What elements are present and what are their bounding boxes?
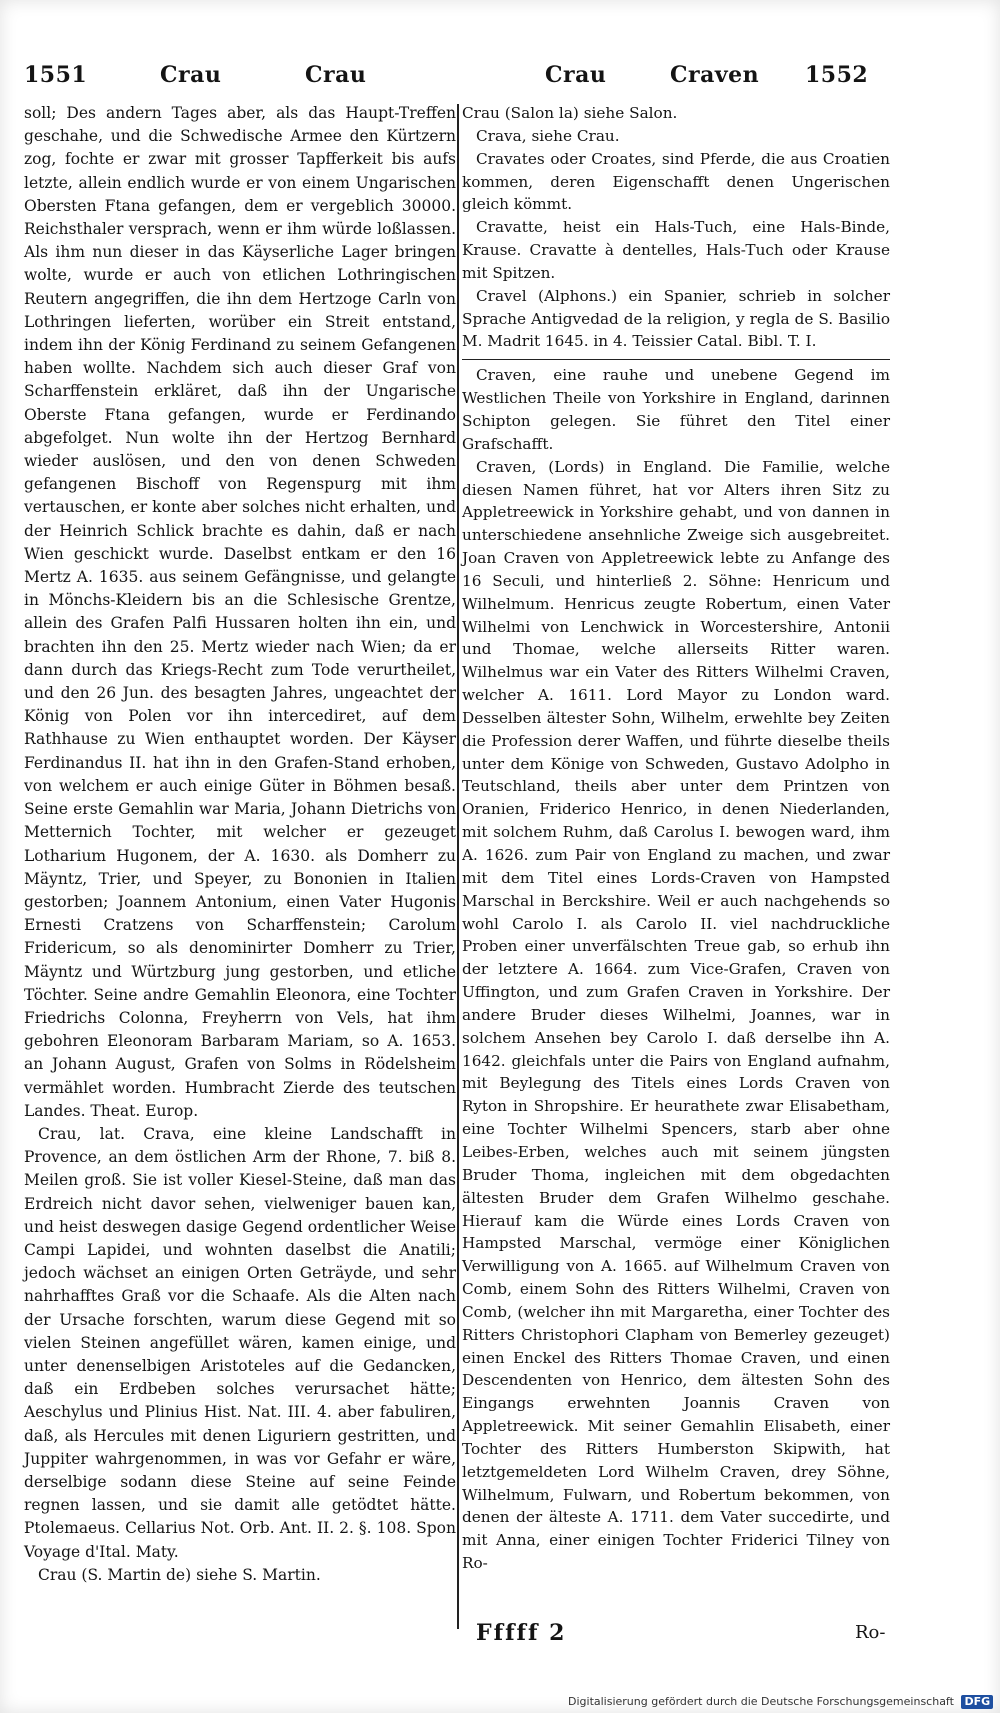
- column-divider: [457, 104, 459, 1629]
- right-column: [462, 102, 890, 1575]
- left-header-word: Crau: [160, 62, 222, 88]
- entry-cravel: Cravel (Alphons.) ein Spanier, schrieb in solcher Sprache Antigvedad de la religion, y regla de S. Basilio M. Madrit 1645. in 4. Teissier Catal. Bibl. T. I.: [462, 286, 890, 351]
- entry-craven-lords: Craven, (Lords) in England. Die Familie, welche diesen Namen führet, hat vor Alters ihren Sitz zu Appletreewick in Yorkshire gehabt, und von dannen in unterschiedene ansehnliche Zweige sich ausgebreitet. Joan Craven von Appletreewick lebte zu Anfange des 16 Seculi, und hinterließ 2. Söhne: Henricum und Wilhelmum. Henricus zeugte Robertum, einen Vater Wilhelmi von Lenchwick in Worcestershire, Antonii und Thomae, welche allerseits Ritter waren. Wilhelmus war ein Vater des Ritters Wilhelmi Craven, welcher A. 1611. Lord Mayor zu London ward. Desselben ältester Sohn, Wilhelm, erwehlte bey Zeiten die Profession derer Waffen, und führte dieselbe theils unter dem Könige von Schweden, Gustavo Adolpho in Teutschland, theils aber unter dem Printzen von Oranien, Friderico Henrico, in denen Niederlanden, mit solchem Ruhm, daß Carolus I. bewogen ward, ihm A. 1626. zum Pair von England zu machen, und zwar mit dem Titel eines Lords-Craven von Hampsted Marschal in Berckshire. Weil er auch nachgehends so wohl Carolo I. als Carolo II. viel nachdruckliche Proben einer unverfälschten Treue gab, so erhub ihn der letztere A. 1664. zum Vice-Grafen, Craven von Uffington, und zum Grafen Craven in Yorkshire. Der andere Bruder dieses Wilhelmi, Joannes, war in solchem Ansehen bey Carolo I. daß derselbe ihn A. 1642. gleichfals unter die Pairs von England aufnahm, mit Beylegung des Titels eines Lords Craven von Ryton in Shropshire. Er heurathete zwar Elisabetham, eine Tochter Wilhelmi Spencers, starb aber ohne Leibes-Erben, welches auch mit seinem jüngsten Bruder Thoma, ingleichen mit dem obgedachten ältesten Bruder dem Grafen Wilhelmo geschahe. Hierauf kam die Würde eines Lords Craven von Hampsted Marschal, vermöge einer Königlichen Verwilligung von A. 1665. auf Wilhelmum Craven von Comb, einem Sohn des Ritters Wilhelmi, Craven von Comb, (welcher ihn mit Margaretha, einer Tochter des Ritters Christophori Clapham von Bemerley gezeuget) einen Enckel des Ritters Thomae Craven, und einen Descendenten von Henrico, dem ältesten Sohn des Eingangs erwehnten Joannis Craven von Appletreewick. Mit seiner Gemahlin Elisabeth, einer Tochter des Ritters Humberston Skipwith, hat letztgemeldeten Lord Wilhelm Craven, drey Söhne, Wilhelmum, Fulwarn, und Robertum bekommen, von denen der älteste A. 1711. dem Vater succedirte, und mit Anna, einer einigen Tochter Friderici Tilney von Ro-: [462, 457, 890, 1573]
- entry-craven-region: Craven, eine rauhe und unebene Gegend im Westlichen Theile von Yorkshire in England, darinnen Schipton gelegen. Sie führet den Titel einer Grafschafft.: [462, 366, 890, 453]
- signature-mark: Fffff 2: [476, 1620, 567, 1646]
- running-head: [0, 62, 1000, 102]
- section-rule: [462, 359, 890, 360]
- left-column: [24, 102, 456, 1587]
- right-page-number: 1552: [805, 62, 869, 88]
- right-header-word-2: Craven: [670, 62, 760, 88]
- entry-cratz-continued: soll; Des andern Tages aber, als das Haupt-Treffen geschahe, und die Schwedische Armee den Kürtzern zog, fochte er zwar mit grosser Tapfferkeit bis aufs letzte, allein endlich wurde er von einem Ungarischen Obersten Ftana gefangen, dem er vergeblich 30000. Reichsthaler versprach, wenn er ihm würde loßlassen. Als ihm nun dieser in das Käyserliche Lager bringen wolte, wurde er auch von etlichen Lothringischen Reutern angegriffen, die ihn dem Hertzoge Carln von Lothringen lieferten, worüber ein Streit entstand, indem ihn der König Ferdinand zu seinem Gefangenen haben wollte. Nachdem sich auch dieser Graf von Scharffenstein erkläret, daß ihn der Ungarische Oberste Ftana gefangen, wurde er Ferdinando abgefolget. Nun wolte ihn der Hertzog Bernhard wieder auslösen, und den von denen Schweden gefangenen Bischoff von Regenspurg mit ihm vertauschen, er konte aber solches nicht erhalten, und der Heinrich Schlick brachte es dahin, daß er nach Wien geschickt wurde. Daselbst entkam er den 16 Mertz A. 1635. aus seinem Gefängnisse, und gelangte in Mönchs-Kleidern bis an die Schlesische Grentze, allein des Grafen Palfi Hussaren holten ihn ein, und brachten ihn den 25. Mertz wieder nach Wien; da er dann durch das Kriegs-Recht zum Tode verurtheilet, und den 26 Jun. des besagten Jahres, ungeachtet der König von Polen vor ihn intercediret, auf dem Rathhause zu Wien enthauptet worden. Der Käyser Ferdinandus II. hat ihn in den Grafen-Stand erhoben, von welchem er auch einige Güter in Böhmen besaß. Seine erste Gemahlin war Maria, Johann Dietrichs von Metternich Tochter, mit welcher er gezeuget Lotharium Hugonem, der A. 1630. als Domherr zu Mäyntz, Trier, und Speyer, zu Bononien in Italien gestorben; Joannem Antonium, einen Vater Hugonis Ernesti Cratzens von Scharffenstein; Carolum Fridericum, so als denominirter Domherr zu Trier, Mäyntz und Würtzburg jung gestorben, und etliche Töchter. Seine andre Gemahlin Eleonora, eine Tochter Friedrichs Colonna, Freyherrn von Vels, hat ihm gebohren Eleonoram Barbaram Mariam, so A. 1653. an Johann August, Grafen von Solms in Rödelsheim vermählet worden. Humbracht Zierde des teutschen Landes. Theat. Europ.: [24, 104, 456, 1120]
- entry-cravates: Cravates oder Croates, sind Pferde, die aus Croatien kommen, deren Eigenschafft denen Ungerischen gleich kömmt.: [462, 149, 890, 214]
- entry-crau-salon: Crau (Salon la) siehe Salon.: [462, 104, 678, 122]
- left-page-number: 1551: [24, 62, 88, 88]
- footer-text: Digitalisierung gefördert durch die Deutsche Forschungsgemeinschaft: [568, 1695, 954, 1708]
- right-header-word-1: Crau: [545, 62, 607, 88]
- entry-crau-s-martin: Crau (S. Martin de) siehe S. Martin.: [38, 1565, 321, 1584]
- entry-crava: Crava, siehe Crau.: [476, 126, 620, 145]
- entry-cravatte: Cravatte, heist ein Hals-Tuch, eine Hals-Binde, Krause. Cravatte à dentelles, Hals-Tuch oder Krause mit Spitzen.: [462, 218, 890, 282]
- dfg-logo-icon: DFG: [961, 1695, 993, 1709]
- left-header-word-2: Crau: [305, 62, 367, 88]
- entry-crau: Crau, lat. Crava, eine kleine Landschafft in Provence, an dem östlichen Arm der Rhone, 7. biß 8. Meilen groß. Sie ist voller Kiesel-Steine, daß man das Erdreich nicht davor sehen, vielweniger bauen kan, und heist deswegen dasige Gegend ordentlicher Weise Campi Lapidei, und wohnten daselbst die Anatili; jedoch wächset an einigen Orten Geträyde, und sehr nahrhafftes Graß vor die Schaafe. Als die Alten nach der Ursache forschten, warum diese Gegend mit so vielen Steinen angefüllet wären, kamen einige, und unter denenselbigen Aristoteles auf die Gedancken, daß ein Erdbeben solches verursachet hätte; Aeschylus und Plinius Hist. Nat. III. 4. aber fabuliren, daß, als Hercules mit denen Liguriern gestritten, und Juppiter wahrgenommen, in was vor Gefahr er wäre, derselbige sodann diese Steine auf seine Feinde regnen lassen, und sie damit alle getödtet hätte. Ptolemaeus. Cellarius Not. Orb. Ant. II. 2. §. 108. Spon Voyage d'Ital. Maty.: [24, 1124, 456, 1561]
- digitization-footer: [568, 1690, 1000, 1713]
- catchword: Ro-: [855, 1622, 886, 1643]
